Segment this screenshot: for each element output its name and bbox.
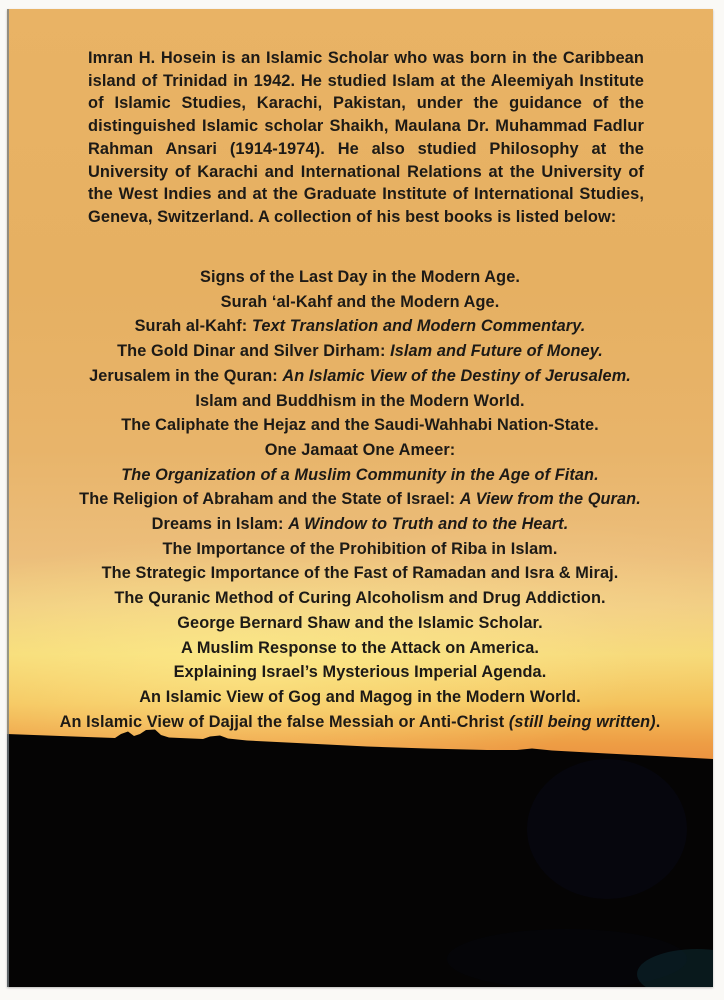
- book-title-text: Surah al-Kahf:: [134, 317, 252, 336]
- book-title-text: A View from the Quran.: [459, 490, 641, 509]
- book-title-text: An Islamic View of the Destiny of Jerusalem.: [282, 366, 631, 385]
- book-title: [17, 389, 703, 414]
- book-title-text: Surah ‘al-Kahf and the Modern Age.: [220, 292, 500, 311]
- book-title-text: An Islamic View of Dajjal the false Messiah or Anti-Christ: [59, 712, 509, 731]
- book-title-text: Dreams in Islam:: [151, 515, 289, 534]
- horizon-silhouette-graphic: [7, 709, 713, 987]
- book-title-text: Islam and Future of Money.: [390, 342, 603, 361]
- book-title: [17, 290, 703, 315]
- book-title: [17, 512, 703, 537]
- book-list: [17, 265, 703, 734]
- book-title-text: .: [655, 712, 661, 731]
- book-title-text: Islam and Buddhism in the Modern World.: [195, 391, 525, 410]
- book-back-cover: [7, 9, 713, 987]
- book-title: [17, 611, 703, 636]
- book-title-text: Text Translation and Modern Commentary.: [251, 317, 586, 336]
- book-title-text: George Bernard Shaw and the Islamic Scholar.: [177, 613, 543, 632]
- book-title-text: The Organization of a Muslim Community in the Age of Fitan.: [121, 465, 599, 484]
- book-title-text: The Quranic Method of Curing Alcoholism and Drug Addiction.: [114, 589, 606, 608]
- book-title: [17, 463, 703, 488]
- book-title: [17, 537, 703, 562]
- book-title-text: Signs of the Last Day in the Modern Age.: [199, 268, 520, 286]
- book-title: [17, 364, 703, 389]
- book-title-text: The Importance of the Prohibition of Riba in Islam.: [162, 539, 558, 558]
- book-title: [17, 660, 703, 685]
- book-title-text: An Islamic View of Gog and Magog in the Modern World.: [139, 687, 581, 706]
- book-title: [17, 487, 703, 512]
- book-title-text: (still being written): [508, 712, 656, 731]
- book-title-text: The Gold Dinar and Silver Dirham:: [117, 342, 391, 361]
- book-title: [17, 413, 703, 438]
- intro-paragraph: Imran H. Hosein is an Islamic Scholar who was born in the Caribbean island of Trinidad in 1942. He studied Islam at the Aleemiyah Institute of Islamic Studies, Karachi, Pakistan, under the guidance of the distinguished Islamic scholar Shaikh, Maulana Dr. Muhammad Fadlur Rahman Ansari (1914-1974). He also studied Philosophy at the University of Karachi and International Relations at the University of the West Indies and at the Graduate Institute of International Studies, Geneva, Switzerland. A collection of his best books is listed below:: [88, 49, 644, 226]
- book-title-text: Explaining Israel’s Mysterious Imperial Agenda.: [173, 663, 547, 682]
- book-title: [17, 586, 703, 611]
- book-title: [17, 438, 703, 463]
- book-title-text: The Strategic Importance of the Fast of Ramadan and Isra & Miraj.: [101, 564, 619, 583]
- book-title-text: A Window to Truth and to the Heart.: [288, 515, 569, 534]
- book-title: [17, 561, 703, 586]
- book-title-text: The Caliphate the Hejaz and the Saudi-Wahhabi Nation-State.: [121, 416, 599, 435]
- book-title: [17, 685, 703, 710]
- book-title-text: A Muslim Response to the Attack on America.: [180, 638, 540, 657]
- scan-edge-line: [7, 9, 9, 987]
- book-title: [17, 314, 703, 339]
- book-title: [17, 339, 703, 364]
- book-title: [17, 636, 703, 661]
- book-title-text: One Jamaat One Ameer:: [264, 440, 456, 459]
- book-title-text: The Religion of Abraham and the State of Israel:: [79, 490, 460, 509]
- book-title: [17, 265, 703, 290]
- book-title-text: Jerusalem in the Quran:: [89, 366, 283, 385]
